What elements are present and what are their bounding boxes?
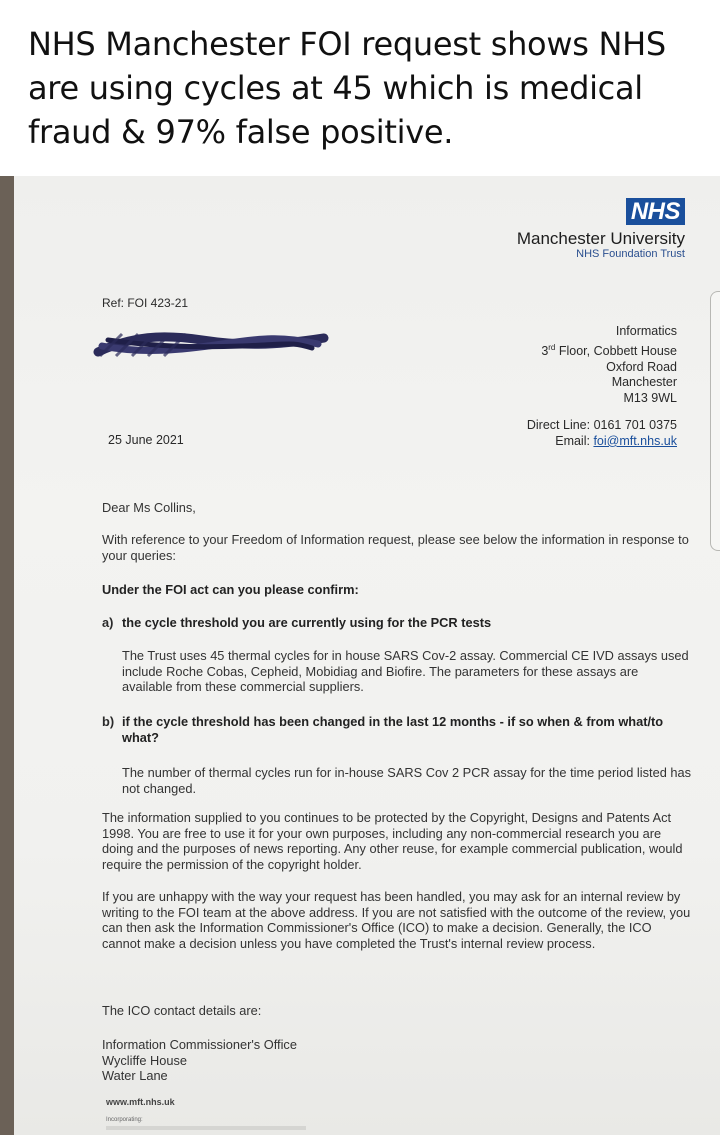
nhs-logo: NHS [626,198,685,225]
footer-website: www.mft.nhs.uk [106,1097,175,1107]
address-line: Informatics [615,324,677,338]
email-link[interactable]: foi@mft.nhs.uk [593,433,677,448]
contact-details [527,418,677,449]
redacted-recipient-scribble [92,326,332,362]
letter-page [14,176,720,1135]
question-a: the cycle threshold you are currently using for the PCR tests [122,615,492,630]
salutation: Dear Ms Collins, [102,500,196,515]
question-a-label: a) [102,615,114,630]
answer-a: The Trust uses 45 thermal cycles for in house SARS Cov-2 assay. Commercial CE IVD assays used include Roche Cobas, Cepheid, Mobidiag and Biofire. The parameters for these assays are available from these commercial suppliers. [122,648,689,695]
address-line: Manchester [611,375,677,390]
org-subtitle: NHS Foundation Trust [576,248,685,260]
ico-address-line: Information Commissioner's Office [102,1037,297,1052]
question-b-label: b) [102,714,115,729]
intro-paragraph: With reference to your Freedom of Information request, please see below the information in response to your queries: [102,532,689,563]
ico-address [102,1037,692,1084]
letter-date: 25 June 2021 [108,433,184,447]
reference-number: Ref: FOI 423-21 [102,296,189,310]
review-paragraph: If you are unhappy with the way your request has been handled, you may ask for an internal review by writing to the FOI team at the above address. If you are not satisfied with the outcome of the review, you can then ask the Information Commissioner's Office (ICO) to make a decision. Generally, the ICO cannot make a decision unless you have completed the Trust's internal review process. [102,889,691,951]
footer-faded-text [106,1126,306,1130]
confirm-heading: Under the FOI act can you please confirm: [102,582,359,597]
sender-address [541,324,677,407]
address-line: 3rd Floor, Cobbett House [541,342,677,358]
email-line: Email: foi@mft.nhs.uk [555,433,677,448]
answer-b: The number of thermal cycles run for in-house SARS Cov 2 PCR assay for the time period listed has not changed. [122,765,691,796]
question-b: if the cycle threshold has been changed in the last 12 months - if so when & from what/to what? [122,714,664,745]
letter-photo [0,176,720,1135]
address-line: Oxford Road [606,359,677,374]
ico-address-line: Wycliffe House [102,1052,187,1068]
copyright-paragraph: The information supplied to you continues to be protected by the Copyright, Designs and Patents Act 1998. You are free to use it for your own purposes, including any non-commercial research you are doing and the purposes of news reporting. Any other reuse, for example commercial publication, would require the permission of the copyright holder. [102,810,683,872]
footer-incorporating: Incorporating: [106,1117,143,1123]
ico-heading: The ICO contact details are: [102,1003,262,1018]
org-name: Manchester University [516,229,685,248]
underlying-page-edge [710,291,720,551]
direct-line: Direct Line: 0161 701 0375 [526,418,677,432]
post-caption: NHS Manchester FOI request shows NHS are using cycles at 45 which is medical fraud & 97% false positive. [28,25,666,151]
address-line: M13 9WL [623,390,677,405]
ico-address-line: Water Lane [102,1068,168,1084]
